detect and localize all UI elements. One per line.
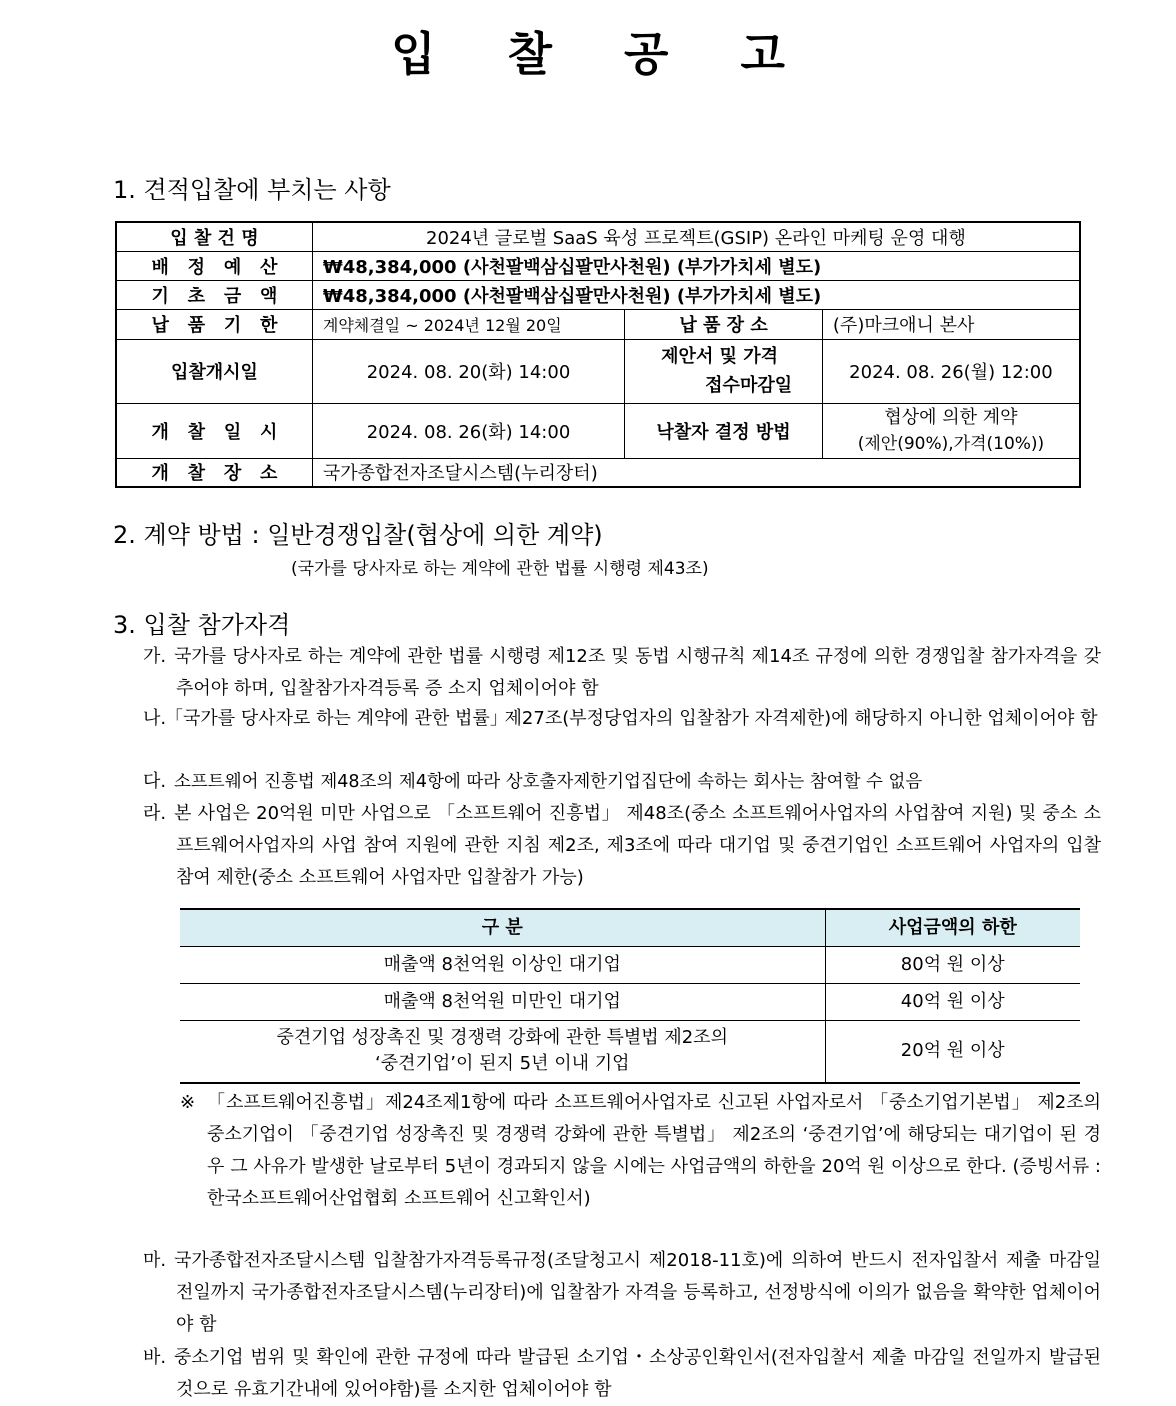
item-marker: 라. bbox=[143, 803, 167, 824]
table-row bbox=[116, 403, 1080, 458]
delivery-deadline-label: 납 품 기 한 bbox=[116, 309, 312, 339]
opening-place-value: 국가종합전자조달시스템(누리장터) bbox=[312, 458, 1080, 487]
table-row bbox=[116, 222, 1080, 251]
section-3-heading: 3. 입찰 참가자격 bbox=[113, 611, 291, 639]
table-row bbox=[180, 984, 1080, 1021]
note-paragraph bbox=[180, 1087, 1101, 1215]
note-marker: ※ bbox=[180, 1092, 196, 1113]
list-item bbox=[143, 766, 1101, 798]
budget-value: ₩48,384,000 (사천팔백삼십팔만사천원) (부가가치세 별도) bbox=[312, 251, 1080, 280]
opening-datetime-value: 2024. 08. 26(화) 14:00 bbox=[312, 403, 624, 458]
category-cell: 매출액 8천억원 미만인 대기업 bbox=[180, 984, 825, 1021]
opening-datetime-label: 개 찰 일 시 bbox=[116, 403, 312, 458]
list-item bbox=[143, 798, 1101, 894]
table-row bbox=[116, 251, 1080, 280]
section-1-heading: 1. 견적입찰에 부치는 사항 bbox=[113, 176, 391, 204]
amount-cell: 20억 원 이상 bbox=[825, 1021, 1080, 1083]
table-row bbox=[180, 947, 1080, 984]
item-text: ｢국가를 당사자로 하는 계약에 관한 법률｣ 제27조(부정당업자의 입찰참가 자격제한)에 해당하지 아니한 업체이어야 함 bbox=[174, 708, 1098, 729]
submission-deadline-label-line2: 접수마감일 bbox=[705, 375, 793, 396]
column-header-amount: 사업금액의 하한 bbox=[825, 909, 1080, 947]
section-2-heading: 2. 계약 방법 : 일반경쟁입찰(협상에 의한 계약) bbox=[113, 521, 603, 549]
award-method-label: 낙찰자 결정 방법 bbox=[625, 403, 823, 458]
item-text: 중소기업 범위 및 확인에 관한 규정에 따라 발급된 소기업・소상공인확인서(전자입찰서 제출 마감일 전일까지 발급된 것으로 유효기간내에 있어야함)를 소지한 업체이어야 함 bbox=[174, 1347, 1101, 1400]
budget-label: 배 정 예 산 bbox=[116, 251, 312, 280]
submission-deadline-value: 2024. 08. 26(월) 12:00 bbox=[822, 339, 1080, 403]
list-item bbox=[143, 703, 1101, 735]
amount-cell: 40억 원 이상 bbox=[825, 984, 1080, 1021]
note-text: 「소프트웨어진흥법」제24조제1항에 따라 소프트웨어사업자로 신고된 사업자로서 「중소기업기본법」 제2조의 중소기업이 「중견기업 성장촉진 및 경쟁력 강화에 관한 특별법」 제2조의 ‘중견기업’에 해당되는 대기업이 된 경우 그 사유가 발생한 날로부터 5년이 경과되지 않을 시에는 사업금액의 하한을 20억 원 이상으로 한다. (증빙서류 : 한국소프트웨어산업협회 소프트웨어 신고확인서) bbox=[207, 1092, 1101, 1209]
list-item bbox=[143, 1245, 1101, 1341]
delivery-deadline-value: 계약체결일 ~ 2024년 12월 20일 bbox=[312, 309, 624, 339]
base-amount-label: 기 초 금 액 bbox=[116, 280, 312, 309]
page-title: 입 찰 공 고 bbox=[391, 27, 813, 81]
category-cell: 매출액 8천억원 이상인 대기업 bbox=[180, 947, 825, 984]
item-text: 국가종합전자조달시스템 입찰참가자격등록규정(조달청고시 제2018-11호)에 의하여 반드시 전자입찰서 제출 마감일 전일까지 국가종합전자조달시스템(누리장터)에 입찰참가 자격을 등록하고, 선정방식에 이의가 없음을 확약한 업체이어야 함 bbox=[174, 1250, 1101, 1335]
base-amount-value: ₩48,384,000 (사천팔백삼십팔만사천원) (부가가치세 별도) bbox=[312, 280, 1080, 309]
submission-deadline-label bbox=[625, 339, 823, 403]
award-method-line1: 협상에 의한 계약 bbox=[884, 406, 1018, 428]
bid-name-label: 입 찰 건 명 bbox=[116, 222, 312, 251]
bid-name-value: 2024년 글로벌 SaaS 육성 프로젝트(GSIP) 온라인 마케팅 운영 대행 bbox=[312, 222, 1080, 251]
item-text: 본 사업은 20억원 미만 사업으로 「소프트웨어 진흥법」 제48조(중소 소프트웨어사업자의 사업참여 지원) 및 중소 소프트웨어사업자의 사업 참여 지원에 관한 지침 제2조, 제3조에 따라 대기업 및 중견기업인 소프트웨어 사업자의 입찰 참여 제한(중소 소프트웨어 사업자만 입찰참가 가능) bbox=[174, 803, 1101, 888]
table-row bbox=[116, 280, 1080, 309]
amount-cell: 80억 원 이상 bbox=[825, 947, 1080, 984]
table-row bbox=[116, 309, 1080, 339]
item-text: 국가를 당사자로 하는 계약에 관한 법률 시행령 제12조 및 동법 시행규칙 제14조 규정에 의한 경쟁입찰 참가자격을 갖추어야 하며, 입찰참가자격등록 증 소지 업체이어야 함 bbox=[174, 646, 1101, 699]
list-item bbox=[143, 641, 1101, 705]
column-header-category: 구 분 bbox=[180, 909, 825, 947]
item-marker: 바. bbox=[143, 1347, 167, 1368]
item-marker: 가. bbox=[143, 646, 167, 667]
section-2-subtext: (국가를 당사자로 하는 계약에 관한 법률 시행령 제43조) bbox=[291, 559, 709, 579]
business-limit-table bbox=[180, 908, 1080, 1084]
category-line1: 중견기업 성장촉진 및 경쟁력 강화에 관한 특별법 제2조의 bbox=[276, 1027, 728, 1049]
award-method-value bbox=[822, 403, 1080, 458]
delivery-place-value: (주)마크애니 본사 bbox=[822, 309, 1080, 339]
award-method-line2: (제안(90%),가격(10%)) bbox=[857, 433, 1045, 454]
item-marker: 마. bbox=[143, 1250, 167, 1271]
bid-info-table bbox=[115, 221, 1081, 488]
category-cell bbox=[180, 1021, 825, 1083]
submission-deadline-label-line1: 제안서 및 가격 bbox=[661, 346, 779, 367]
delivery-place-label: 납 품 장 소 bbox=[625, 309, 823, 339]
item-text: 소프트웨어 진흥법 제48조의 제4항에 따라 상호출자제한기업집단에 속하는 회사는 참여할 수 없음 bbox=[174, 772, 923, 792]
table-header-row bbox=[180, 909, 1080, 947]
list-item bbox=[143, 1342, 1101, 1406]
item-marker: 다. bbox=[143, 771, 167, 792]
table-row bbox=[116, 339, 1080, 403]
opening-place-label: 개 찰 장 소 bbox=[116, 458, 312, 487]
category-line2: ‘중견기업’이 된지 5년 이내 기업 bbox=[375, 1053, 630, 1075]
item-marker: 나. bbox=[143, 708, 167, 729]
table-row bbox=[180, 1021, 1080, 1083]
bid-start-label: 입찰개시일 bbox=[116, 339, 312, 403]
table-row bbox=[116, 458, 1080, 487]
bid-start-value: 2024. 08. 20(화) 14:00 bbox=[312, 339, 624, 403]
